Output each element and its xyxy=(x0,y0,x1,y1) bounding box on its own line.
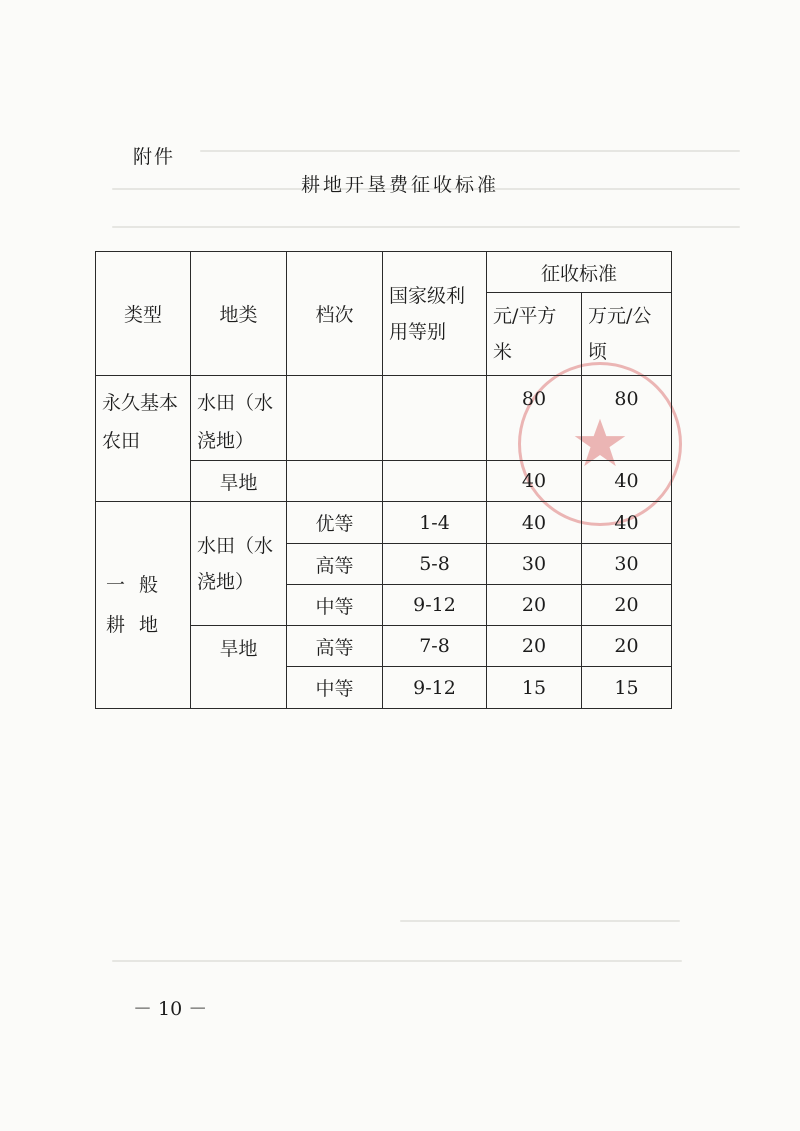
land-class-cell: 水田（水浇地） xyxy=(191,502,287,626)
fee-standard-table xyxy=(95,251,672,709)
per-sqm-cell: 40 xyxy=(487,502,582,544)
per-sqm-cell: 20 xyxy=(487,626,582,667)
bleed-through-line xyxy=(400,920,680,922)
national-grade-cell xyxy=(383,376,487,461)
header-unit-ha: 万元/公顷 xyxy=(582,293,672,376)
national-grade-cell: 9-12 xyxy=(383,585,487,626)
per-ha-cell: 40 xyxy=(582,461,672,502)
per-ha-cell: 20 xyxy=(582,626,672,667)
national-grade-cell: 9-12 xyxy=(383,667,487,709)
per-sqm-cell: 30 xyxy=(487,544,582,585)
header-land-class: 地类 xyxy=(191,252,287,376)
bleed-through-line xyxy=(200,150,740,152)
grade-cell: 高等 xyxy=(287,544,383,585)
grade-cell: 优等 xyxy=(287,502,383,544)
table-row xyxy=(96,376,672,461)
national-grade-cell: 5-8 xyxy=(383,544,487,585)
land-class-cell: 旱地 xyxy=(191,626,287,709)
table-row xyxy=(96,502,672,544)
type-cell: 永久基本农田 xyxy=(96,376,191,502)
bleed-through-line xyxy=(112,226,740,228)
grade-cell: 中等 xyxy=(287,667,383,709)
per-ha-cell: 30 xyxy=(582,544,672,585)
national-grade-cell: 7-8 xyxy=(383,626,487,667)
bleed-through-line xyxy=(112,960,682,962)
header-grade: 档次 xyxy=(287,252,383,376)
page-number: － 10 － xyxy=(133,998,208,1020)
header-unit-sqm: 元/平方米 xyxy=(487,293,582,376)
header-standard: 征收标准 xyxy=(487,252,672,293)
per-ha-cell: 20 xyxy=(582,585,672,626)
grade-cell: 高等 xyxy=(287,626,383,667)
per-sqm-cell: 20 xyxy=(487,585,582,626)
land-class-cell: 旱地 xyxy=(191,461,287,502)
header-national-grade: 国家级利用等别 xyxy=(383,252,487,376)
per-ha-cell: 80 xyxy=(582,376,672,461)
land-class-cell: 水田（水浇地） xyxy=(191,376,287,461)
per-sqm-cell: 40 xyxy=(487,461,582,502)
national-grade-cell xyxy=(383,461,487,502)
grade-cell xyxy=(287,376,383,461)
national-grade-cell: 1-4 xyxy=(383,502,487,544)
grade-cell: 中等 xyxy=(287,585,383,626)
per-ha-cell: 15 xyxy=(582,667,672,709)
page-title: 耕地开垦费征收标准 xyxy=(300,174,499,196)
table-header-row xyxy=(96,252,672,293)
type-cell: 一般耕地 xyxy=(96,502,191,709)
attachment-label: 附件 xyxy=(133,146,176,168)
per-sqm-cell: 80 xyxy=(487,376,582,461)
header-type: 类型 xyxy=(96,252,191,376)
per-sqm-cell: 15 xyxy=(487,667,582,709)
per-ha-cell: 40 xyxy=(582,502,672,544)
grade-cell xyxy=(287,461,383,502)
